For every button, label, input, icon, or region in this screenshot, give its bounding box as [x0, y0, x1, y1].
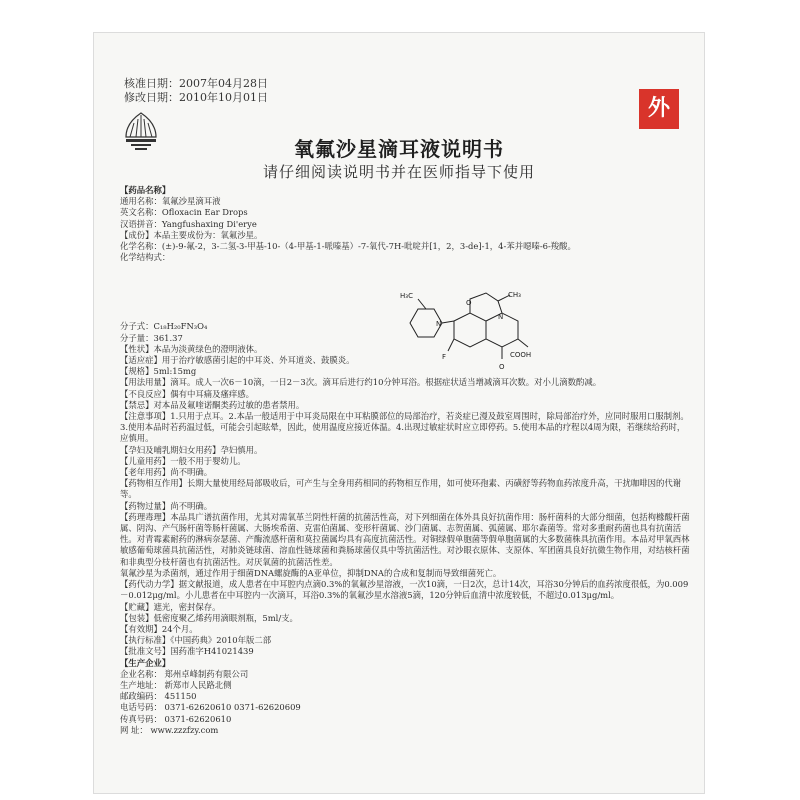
molecular-weight: 分子量：361.37 [120, 332, 183, 343]
methyl-label: CH₃ [508, 291, 521, 299]
chemical-structure [398, 289, 538, 381]
generic-name: 通用名称：氧氟沙星滴耳液 [120, 196, 221, 207]
fluorine-label: F [442, 353, 447, 361]
approval-number: 【批准文号】国药准字H41021439 [120, 646, 254, 657]
document-subtitle: 请仔细阅读说明书并在医师指导下使用 [262, 163, 535, 181]
package-insert [93, 32, 705, 794]
nitrogen-label: N [436, 320, 442, 328]
insert-body [120, 185, 690, 736]
specification: 【规格】5ml:15mg [120, 366, 197, 377]
pediatric-use: 【儿童用药】一般不用于婴幼儿。 [120, 455, 246, 466]
english-name: 英文名称：Ofloxacin Ear Drops [120, 207, 248, 218]
indications: 【适应症】用于治疗敏感菌引起的中耳炎、外耳道炎、鼓膜炎。 [120, 355, 355, 366]
ingredients: 【成份】本品主要成份为：氧氟沙星。 [120, 229, 263, 240]
pharmacology: 【药理毒理】本品具广谱抗菌作用，尤其对需氧革兰阴性杆菌的抗菌活性高，对下列细菌在体外具良好抗菌作用：肠杆菌科的大部分细菌，包括枸橼酸杆菌属、阴沟、产气肠杆菌等肠杆菌属、大肠埃希菌、克雷伯菌属、变形杆菌属、沙门菌属、志贺菌属、弧菌属、耶尔森菌等。常对多重耐药菌也具有抗菌活性。对青霉素耐药的淋病奈瑟菌、产酶流感杆菌和莫拉菌属均具有高度抗菌活性。对铜绿假单胞菌等假单胞菌属的大多数菌株具抗菌作用。本品对甲氧西林敏感葡萄球菌具抗菌活性，对肺炎链球菌、溶血性链球菌和粪肠球菌仅具中等抗菌活性。对沙眼衣原体、支原体、军团菌具良好抗微生物作用，对结核杆菌和非典型分枝杆菌也有抗菌活性。对厌氧菌的抗菌活性差。 [120, 511, 690, 567]
molecular-formula: 分子式：C₁₈H₂₀FN₃O₄ [120, 321, 208, 332]
storage: 【贮藏】遮光，密封保存。 [120, 601, 221, 612]
geriatric-use: 【老年用药】尚不明确。 [120, 467, 213, 478]
approval-date: 核准日期：2007年04月28日 [124, 77, 268, 90]
carboxyl-label: COOH [510, 351, 532, 359]
website: 网 址： www.zzzfzy.com [120, 724, 219, 735]
methyl-label: H₃C [400, 292, 413, 300]
standard: 【执行标准】《中国药典》2010年版二部 [120, 635, 272, 646]
precautions: 【注意事项】1.只用于点耳。2.本品一般适用于中耳炎局限在中耳粘膜部位的局部治疗，若炎症已漫及鼓室周围时，除局部治疗外，应同时服用口服制剂。3.使用本品时若药温过低，可能会引起眩晕，因此，使用温度应接近体温。4.出现过敏症状时应立即停药。5.使用本品的疗程以4周为限，若继续给药时，应慎用。 [120, 411, 689, 444]
contraindications: 【禁忌】对本品及氟喹诺酮类药过敏的患者禁用。 [120, 399, 305, 410]
appearance: 【性状】本品为淡黄绿色的澄明液体。 [120, 343, 263, 354]
pregnancy-use: 【孕妇及哺乳期妇女用药】孕妇慎用。 [120, 444, 263, 455]
drug-name-heading: 【药品名称】 [120, 185, 171, 195]
ketone-oxygen-label: O [499, 363, 505, 371]
document-title: 氧氟沙星滴耳液说明书 [294, 137, 504, 161]
external-use-badge: 外 [639, 89, 679, 129]
manufacturer-heading: 【生产企业】 [120, 657, 171, 668]
dosage: 【用法用量】滴耳。成人一次6－10滴，一日2－3次。滴耳后进行约10分钟耳浴。根据症状适当增减滴耳次数。对小儿滴数酌减。 [120, 377, 602, 388]
adverse-reactions: 【不良反应】偶有中耳痛及瘙痒感。 [120, 388, 254, 399]
mechanism: 氧氟沙星为杀菌剂，通过作用于细菌DNA螺旋酶的A亚单位，抑制DNA的合成和复制而导致细菌死亡。 [120, 567, 502, 578]
revision-date: 修改日期：2010年10月01日 [124, 91, 268, 104]
chemical-name: 化学名称：(±)-9-氟-2，3-二氢-3-甲基-10-（4-甲基-1-哌嗪基）-7-氧代-7H-吡啶并[1，2，3-de]-1，4-苯并噁嗪-6-羧酸。 [120, 241, 576, 252]
pharmacokinetics: 【药代动力学】据文献报道，成人患者在中耳腔内点滴0.3%的氧氟沙星溶液，一次10滴，一日2次，总计14次，耳浴30分钟后的血药浓度很低，为0.009－0.012μg/ml。小儿患者在中耳腔内一次滴耳，耳浴0.3%的氧氟沙星水溶液5滴，120分钟后血清中浓度较低，不超过0.013μg/ml。 [120, 579, 689, 601]
overdose: 【药物过量】尚不明确。 [120, 500, 213, 511]
company-address: 生产地址： 新郑市人民路北侧 [120, 679, 232, 690]
pinyin-name: 汉语拼音：Yangfushaxing Di'erye [120, 218, 257, 229]
validity: 【有效期】24个月。 [120, 623, 198, 634]
company-name: 企业名称： 郑州卓峰制药有限公司 [120, 668, 249, 679]
structure-label: 化学结构式： [120, 252, 171, 263]
fax: 传真号码： 0371-62620610 [120, 713, 232, 724]
package: 【包装】低密度聚乙烯药用滴眼剂瓶，5ml/支。 [120, 612, 298, 623]
date-block [124, 77, 268, 105]
drug-interactions: 【药物相互作用】长期大量使用经局部吸收后，可产生与全身用药相同的药物相互作用，如可使环孢素、丙磺舒等药物血药浓度升高，干扰咖啡因的代谢等。 [120, 478, 682, 500]
nitrogen-label: N [498, 313, 504, 321]
oxygen-label: O [466, 299, 472, 307]
phone: 电话号码： 0371-62620610 0371-62620609 [120, 702, 301, 713]
postcode: 邮政编码： 451150 [120, 691, 197, 702]
